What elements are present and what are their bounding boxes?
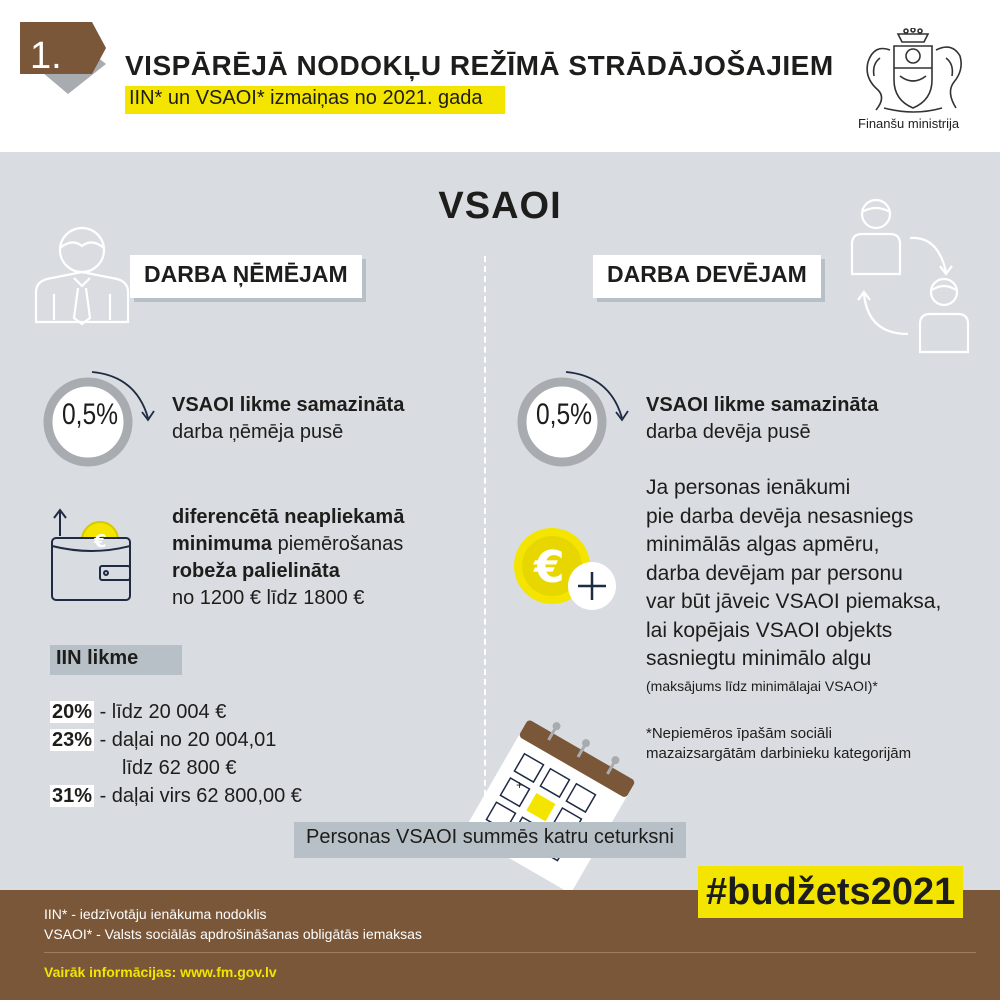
employee-rate-sub: darba ņēmēja pusē [172, 421, 344, 443]
paragraph-line: Ja personas ienākumi [646, 476, 851, 499]
employer-paragraph [646, 474, 941, 674]
paragraph-line: minimālās algas apmēru, [646, 533, 880, 556]
paragraph-line: lai kopējais VSAOI objekts [646, 618, 893, 642]
employer-rate: 0,5% [535, 398, 593, 431]
logo-caption: Finanšu ministrija [858, 116, 960, 131]
paragraph-line: darba devējam par personu [646, 561, 903, 585]
page-title: VISPĀRĒJĀ NODOKĻU REŽĪMĀ STRĀDĀJOŠAJIEM [125, 50, 834, 81]
paragraph-line: var būt jāveic VSAOI piemaksa, [646, 590, 942, 613]
iin-label: IIN likme [50, 645, 182, 675]
iin-row [50, 754, 302, 782]
footnote-line: *Nepiemēros īpašām sociāli [646, 725, 832, 742]
minimum-line2-rest: piemērošanas [272, 533, 404, 555]
minimum-line1: diferencētā neapliekamā [172, 506, 405, 528]
page-subtitle: IIN* un VSAOI* izmaiņas no 2021. gada [125, 86, 505, 114]
iin-text: līdz 62 800 € [122, 757, 237, 779]
section-title: VSAOI [438, 185, 562, 227]
iin-rate: 20% [52, 701, 93, 723]
coat-of-arms-icon [860, 28, 966, 114]
paragraph-note: (maksājums līdz minimālajai VSAOI)* [646, 678, 878, 694]
coin-plus-icon [512, 524, 622, 616]
footnote [646, 724, 911, 764]
wallet-coin-icon [48, 506, 138, 604]
calendar-plus: + [516, 778, 524, 792]
paragraph-line: sasniegtu minimālo algu [646, 647, 872, 670]
minimum-line3: robeža palielināta [172, 560, 340, 582]
employer-label: DARBA DEVĒJAM [593, 255, 821, 298]
badge-number: 1. [30, 35, 62, 77]
employee-label: DARBA ŅĒMĒJAM [130, 255, 362, 298]
iin-row [50, 782, 302, 810]
footer-divider [44, 952, 976, 953]
paragraph-line: pie darba devēja nesasniegs [646, 504, 914, 528]
employee-rate: 0,5% [61, 398, 119, 431]
employer-rate-sub: darba devēja pusē [646, 421, 811, 443]
calendar-icon [462, 712, 642, 892]
definition-iin: IIN* - iedzīvotāju ienākuma nodoklis [44, 906, 267, 922]
minimum-line4: no 1200 € līdz 1800 € [172, 587, 365, 609]
more-info-link[interactable]: Vairāk informācijas: www.fm.gov.lv [44, 964, 277, 980]
iin-text: - līdz 20 004 € [94, 701, 227, 723]
employer-exchange-icon [846, 196, 976, 356]
iin-row [50, 698, 302, 726]
header [0, 0, 1000, 152]
employer-rate-heading: VSAOI likme samazināta [646, 394, 879, 416]
minimum-line2-bold: minimuma [172, 533, 273, 555]
iin-rates [50, 698, 302, 810]
svg-text:€: € [534, 542, 565, 593]
quarter-note: Personas VSAOI summēs katru ceturksni [294, 822, 686, 858]
definition-vsaoi: VSAOI* - Valsts sociālās apdrošināšanas obligātās iemaksas [44, 926, 422, 942]
svg-text:€: € [94, 531, 107, 552]
iin-rate: 31% [52, 785, 93, 807]
minimum-block [172, 504, 404, 612]
employee-rate-heading: VSAOI likme samazināta [172, 394, 405, 416]
hashtag: #budžets2021 [698, 866, 963, 918]
iin-text: - daļai no 20 004,01 [94, 729, 277, 751]
iin-row [50, 726, 302, 754]
footnote-line: mazaizsargātām darbinieku kategorijām [646, 745, 912, 762]
iin-text: - daļai virs 62 800,00 € [94, 785, 302, 807]
iin-rate: 23% [52, 729, 93, 751]
employee-icon [34, 222, 130, 326]
